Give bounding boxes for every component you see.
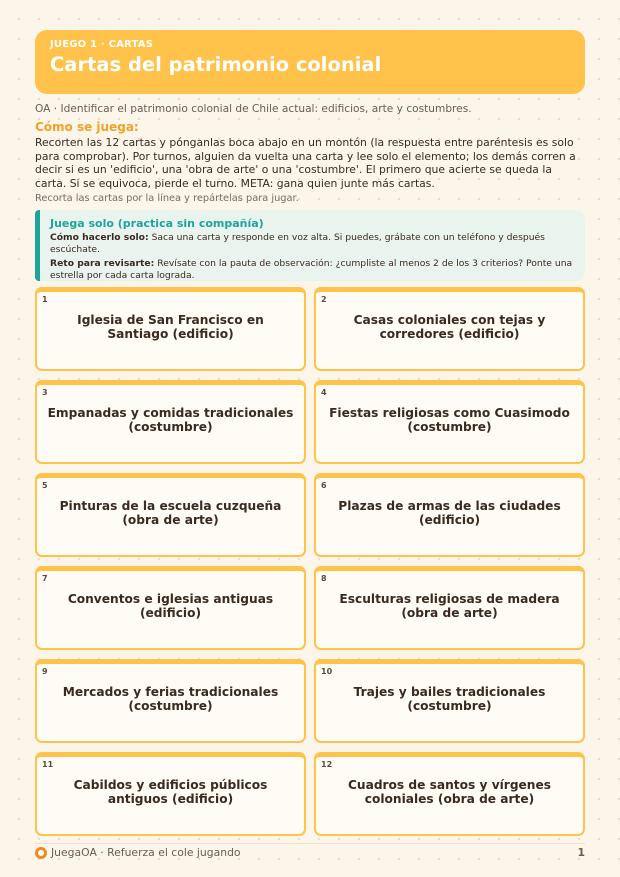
card-text: Pinturas de la escuela cuzqueña (obra de arte) [59,498,282,527]
solo-play-box [35,210,585,281]
card-text: Fiestas religiosas como Cuasimodo (costumbre) [329,405,570,434]
game-card [314,659,585,743]
card-text: Cabildos y edificios públicos antiguos (edificio) [73,777,268,806]
game-card [35,566,306,650]
game-card [35,473,306,557]
page-number: 1 [577,846,585,859]
card-number: 8 [321,574,327,583]
game-kicker: JUEGO 1 · CARTAS [50,39,154,50]
card-text: Esculturas religiosas de madera (obra de arte) [339,591,560,620]
card-grid [35,287,585,836]
card-number: 5 [42,481,48,490]
footer-brand: JuegaOA · Refuerza el cole jugando [51,846,241,859]
card-number: 12 [321,760,333,769]
card-number: 4 [321,388,327,397]
cut-note: Recorta las cartas por la línea y repártelas para jugar. [35,193,299,204]
card-number: 3 [42,388,48,397]
solo-how-text: Saca una carta y responde en voz alta. Si puedes, grábate con un teléfono y después escúchate. [50,232,545,255]
card-text: Empanadas y comidas tradicionales (costumbre) [47,405,294,434]
solo-how-label: Cómo hacerlo solo: [50,232,149,243]
card-number: 9 [42,667,48,676]
card-text: Trajes y bailes tradicionales (costumbre) [353,684,546,713]
card-number: 1 [42,295,48,304]
game-card [314,473,585,557]
game-card [35,659,306,743]
card-text: Plazas de armas de las ciudades (edificio) [338,498,561,527]
card-text: Mercados y ferias tradicionales (costumbre) [62,684,279,713]
solo-heading: Juega solo (practica sin compañía) [50,217,264,230]
solo-review-text: Revísate con la pauta de observación: ¿cumpliste al menos 2 de los 3 criterios? Ponte una estrella por cada carta lograda. [50,258,573,281]
how-to-play-text: Recorten las 12 cartas y pónganlas boca abajo en un montón (la respuesta entre paréntesis es solo para comprobar). Por turnos, alguien da vuelta una carta y lee solo el elemento; los demás corren a decir si es un 'edificio', una 'obra de arte' o una 'costumbre'. El primero que acierte se queda la carta. Si se equivoca, pierde el turno. META: gana quien junte más cartas. [35,136,576,190]
card-number: 10 [321,667,333,676]
game-card [35,287,306,371]
solo-review-label: Reto para revisarte: [50,258,155,269]
card-text: Conventos e iglesias antiguas (edificio) [67,591,274,620]
game-card [314,380,585,464]
solo-review-line [50,258,575,282]
game-card [35,380,306,464]
card-number: 11 [42,760,54,769]
card-text: Casas coloniales con tejas y corredores (edificio) [353,312,546,341]
learning-objective: OA · Identificar el patrimonio colonial de Chile actual: edificios, arte y costumbres. [35,103,472,115]
how-to-play-heading: Cómo se juega: [35,120,139,134]
card-number: 7 [42,574,48,583]
page-header [35,30,585,94]
game-card [314,566,585,650]
page-footer [35,843,585,859]
game-card [314,752,585,836]
solo-how-line [50,232,575,256]
game-card [314,287,585,371]
page-title: Cartas del patrimonio colonial [50,53,382,76]
card-text: Cuadros de santos y vírgenes coloniales (obra de arte) [347,777,552,806]
card-number: 6 [321,481,327,490]
card-number: 2 [321,295,327,304]
juegaoa-logo-icon [35,847,47,859]
card-text: Iglesia de San Francisco en Santiago (edificio) [77,312,264,341]
game-card [35,752,306,836]
